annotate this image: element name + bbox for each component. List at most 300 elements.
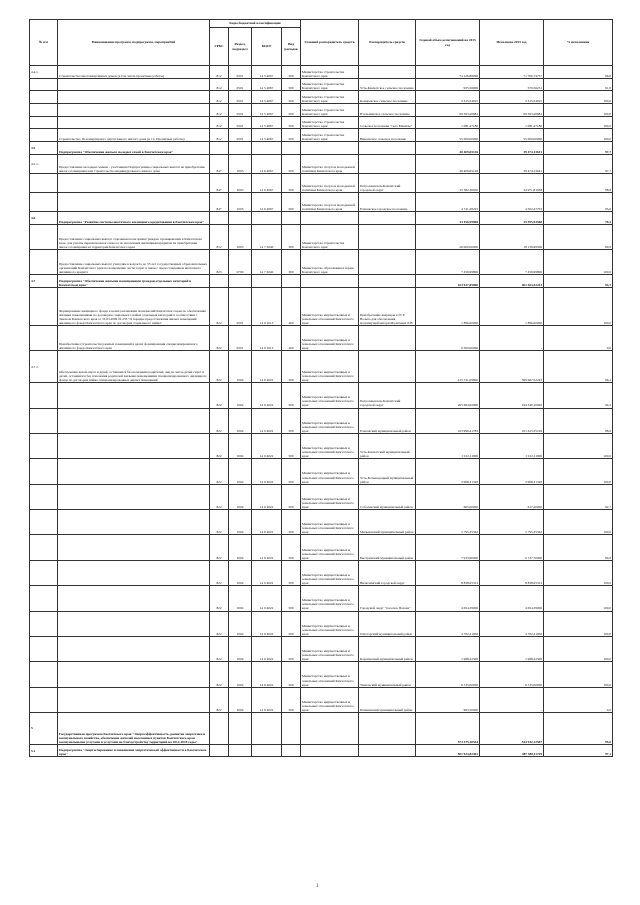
cell-pct: 100,0 (544, 459, 613, 484)
cell-vr: 500 (282, 484, 301, 509)
cell-kcsr (252, 275, 282, 288)
cell-kcsr: 14 9 4022 (252, 687, 282, 712)
cell-adm: Усть-Камчатский муниципальный район (359, 433, 416, 458)
cell-name (58, 433, 210, 458)
cell-no (30, 636, 58, 661)
table-row (30, 662, 613, 687)
cell-grbs: 847 (210, 192, 229, 211)
cell-grbs: 812 (210, 66, 229, 79)
cell-pct: 100,0 (544, 104, 613, 117)
cell-vr: 500 (282, 560, 301, 585)
cell-kcsr: 14 9 4022 (252, 484, 282, 509)
cell-plan: 33 456,99806 (416, 211, 480, 224)
table-row (30, 560, 613, 585)
cell-kcsr: 14 9 4022 (252, 408, 282, 433)
table-row (30, 687, 613, 712)
cell-kcsr (252, 744, 282, 757)
cell-kcsr: 14 9 4022 (252, 611, 282, 636)
cell-kcsr: 14 5 4067 (252, 129, 282, 142)
cell-pct: 100,0 (544, 611, 613, 636)
header-pct: % исполнения (544, 20, 613, 66)
cell-no (30, 224, 58, 249)
cell-plan: 55 000,00000 (416, 129, 480, 142)
cell-no (30, 586, 58, 611)
cell-kcsr: 14 5 4067 (252, 78, 282, 91)
table-row (30, 535, 613, 560)
header-admin: Распорядитель средств (359, 20, 416, 66)
cell-exec: 6 727,70000 (480, 535, 544, 560)
cell-kcsr: 14 9 4022 (252, 510, 282, 535)
cell-no (30, 383, 58, 408)
cell-rz: 1004 (229, 560, 252, 585)
cell-adm: Ительменское сельское поселение (359, 104, 416, 117)
cell-plan: 2 908,31328 (416, 459, 480, 484)
cell-no: 4.5 (30, 142, 58, 155)
cell-pct: 0,0 (544, 687, 613, 712)
cell-grbs: 822 (210, 560, 229, 585)
cell-name: Строительство многоквартирных домов (в том числе проектные работы) (58, 66, 210, 79)
cell-grbs: 822 (210, 408, 229, 433)
cell-main: Министерство спорта и молодежной политики Камчатского края (301, 173, 359, 192)
cell-rz: 1004 (229, 433, 252, 458)
cell-kcsr: 14 9 4022 (252, 636, 282, 661)
cell-plan: 665,00000 (416, 484, 480, 509)
cell-pct: 94,5 (544, 383, 613, 408)
cell-plan: 935,56000 (416, 78, 480, 91)
header-grbs: ГРБС (210, 28, 229, 66)
cell-pct: 100,0 (544, 636, 613, 661)
cell-name (58, 484, 210, 509)
cell-main: Министерство имущественных и земельных отношений Камчатского края (301, 288, 359, 326)
cell-kcsr: 14 9 4022 (252, 535, 282, 560)
cell-main: Министерство имущественных и земельных отношений Камчатского края (301, 662, 359, 687)
cell-pct: 76,5 (544, 211, 613, 224)
table-row (30, 275, 613, 288)
cell-no: 5.1 (30, 744, 58, 757)
cell-exec: - (480, 326, 544, 351)
cell-main: Министерство имущественных и земельных отношений Камчатского края (301, 586, 359, 611)
cell-exec: 4 702,21950 (480, 611, 544, 636)
cell-name: Предоставление социальных выплат отдельным категориям граждан, проживающих в Камчатском крае, для уплаты первоначального взноса по ипотечным жилищным кредитам на приобретение жилого помещения на территории Камчатского края (58, 224, 210, 249)
cell-pct: 97,7 (544, 154, 613, 173)
cell-no (30, 408, 58, 433)
cell-main: Министерство имущественных и земельных отношений Камчатского края (301, 351, 359, 383)
cell-grbs: 822 (210, 662, 229, 687)
cell-exec: 4 502,27703 (480, 192, 544, 211)
cell-pct: 96,8 (544, 66, 613, 79)
header-no: № п/п (30, 20, 58, 66)
cell-adm: Козыревское сельское поселение (359, 91, 416, 104)
cell-vr (282, 713, 301, 745)
cell-vr: 300 (282, 224, 301, 249)
cell-kcsr: 14 9 4022 (252, 459, 282, 484)
cell-rz: 1004 (229, 408, 252, 433)
cell-adm (359, 154, 416, 173)
cell-main: Министерство строительства Камчатского края (301, 224, 359, 249)
table-row (30, 433, 613, 458)
cell-adm (359, 142, 416, 155)
cell-exec: 570,56251 (480, 78, 544, 91)
cell-pct: 100,0 (544, 560, 613, 585)
cell-pct: 100,0 (544, 288, 613, 326)
cell-plan: 26 000,00000 (416, 224, 480, 249)
header-exec: Исполнено 2015 год (480, 20, 544, 66)
cell-main: Министерство имущественных и земельных отношений Камчатского края (301, 636, 359, 661)
cell-pct: 100,0 (544, 510, 613, 535)
cell-pct: 100,0 (544, 433, 613, 458)
cell-no (30, 326, 58, 351)
cell-rz: 1003 (229, 224, 252, 249)
cell-name (58, 91, 210, 104)
cell-exec: 617,20000 (480, 484, 544, 509)
cell-vr: 500 (282, 173, 301, 192)
cell-rz (229, 744, 252, 757)
budget-table (29, 19, 613, 757)
cell-main (301, 713, 359, 745)
cell-no (30, 116, 58, 129)
cell-kcsr (252, 211, 282, 224)
cell-adm: Быстринский муниципальный район (359, 535, 416, 560)
cell-plan: 1 896,00000 (416, 288, 480, 326)
cell-rz: 1003 (229, 173, 252, 192)
cell-vr: 500 (282, 510, 301, 535)
cell-name (58, 586, 210, 611)
cell-vr: 300 (282, 249, 301, 274)
cell-rz: 1004 (229, 351, 252, 383)
cell-main: Министерство спорта и молодежной политики Камчатского края (301, 192, 359, 211)
cell-adm: Елизовское городское поселение (359, 192, 416, 211)
cell-plan: 2 795,35562 (416, 510, 480, 535)
cell-grbs: 847 (210, 173, 229, 192)
cell-grbs: 822 (210, 636, 229, 661)
cell-kcsr: 14 5 4067 (252, 116, 282, 129)
cell-plan: 415 531,09800 (416, 351, 480, 383)
cell-adm: Сельское поселение "село Манилы" (359, 116, 416, 129)
cell-main: Министерство имущественных и земельных отношений Камчатского края (301, 459, 359, 484)
cell-vr: 500 (282, 433, 301, 458)
cell-no (30, 192, 58, 211)
cell-pct: 61,0 (544, 78, 613, 91)
cell-name (58, 636, 210, 661)
cell-exec: 1 896,00000 (480, 288, 544, 326)
cell-plan: 423 927,09800 (416, 275, 480, 288)
cell-name (58, 173, 210, 192)
cell-no: 4.7.1. (30, 351, 58, 383)
cell-name (58, 104, 210, 117)
cell-no (30, 459, 58, 484)
cell-pct: 0,0 (544, 326, 613, 351)
cell-main: Министерство имущественных и земельных отношений Камчатского края (301, 408, 359, 433)
cell-grbs: 822 (210, 288, 229, 326)
cell-kcsr: 14 9 4022 (252, 433, 282, 458)
cell-adm (359, 249, 416, 274)
cell-plan: 6 500,00000 (416, 326, 480, 351)
table-row (30, 586, 613, 611)
table-row (30, 383, 613, 408)
cell-adm: Мильковский муниципальный район (359, 510, 416, 535)
cell-plan: 4 741,28225 (416, 192, 480, 211)
cell-rz: 0501 (229, 116, 252, 129)
cell-grbs: 822 (210, 535, 229, 560)
cell-name: Подпрограмма "Обеспечение жильем молодых семей в Камчатском крае" (58, 142, 210, 155)
cell-kcsr: 14 9 1013 (252, 326, 282, 351)
cell-plan: 501 924,82461 (416, 744, 480, 757)
cell-no: 5 (30, 713, 58, 745)
cell-name (58, 116, 210, 129)
cell-vr: 500 (282, 104, 301, 117)
cell-adm (359, 713, 416, 745)
cell-name (58, 687, 210, 712)
cell-exec: 7 456,99806 (480, 249, 544, 274)
cell-no (30, 249, 58, 274)
cell-name (58, 560, 210, 585)
cell-exec: 39 474,13641 (480, 142, 544, 155)
cell-kcsr: 14 7 2040 (252, 224, 282, 249)
table-row (30, 351, 613, 383)
cell-adm: Приобретение квартиры в ГСУ Вольпа для обеспечения малоимущей матери Малаткина Л.В. (359, 288, 416, 326)
table-row (30, 744, 613, 757)
cell-rz: 0501 (229, 129, 252, 142)
cell-exec: 25 595,94568 (480, 211, 544, 224)
cell-main (301, 142, 359, 155)
cell-no (30, 662, 58, 687)
cell-plan: 573 575,10544 (416, 713, 480, 745)
table-row (30, 78, 613, 91)
cell-vr (282, 744, 301, 757)
cell-pct: 92,7 (544, 484, 613, 509)
cell-plan: 69 593,20681 (416, 104, 480, 117)
cell-no (30, 433, 58, 458)
cell-exec: 55 000,00000 (480, 129, 544, 142)
cell-adm (359, 326, 416, 351)
cell-plan: 4 702,21950 (416, 611, 480, 636)
cell-rz (229, 211, 252, 224)
cell-name: Подпрограмма "Обеспечение жилыми помещениями граждан отдельных категорий в Камчатском крае" (58, 275, 210, 288)
cell-exec: 39 474,13641 (480, 154, 544, 173)
cell-pct: 98,8 (544, 173, 613, 192)
cell-main: Министерство имущественных и земельных отношений Камчатского края (301, 687, 359, 712)
cell-adm: Вилючинский городской округ (359, 560, 416, 585)
cell-pct: 96,2 (544, 351, 613, 383)
cell-vr: 500 (282, 662, 301, 687)
cell-grbs (210, 142, 229, 155)
cell-grbs: 822 (210, 611, 229, 636)
cell-adm: Карагинский муниципальный район (359, 636, 416, 661)
cell-no (30, 288, 58, 326)
cell-no (30, 129, 58, 142)
cell-adm (359, 224, 416, 249)
cell-main: Министерство спорта и молодежной политики Камчатского края (301, 154, 359, 173)
cell-pct: 97,7 (544, 142, 613, 155)
page-number: 1 (316, 884, 319, 889)
table-row (30, 154, 613, 173)
cell-grbs (210, 744, 229, 757)
cell-exec: 2 315,54025 (480, 91, 544, 104)
cell-grbs: 812 (210, 116, 229, 129)
table-row (30, 249, 613, 274)
cell-main: Министерство строительства Камчатского края (301, 78, 359, 91)
cell-vr: 400 (282, 326, 301, 351)
header-name: Наименование программ, подпрограмм, мероприятий (58, 20, 210, 66)
cell-vr (282, 211, 301, 224)
cell-kcsr (252, 713, 282, 745)
cell-main: Министерство строительства Камчатского края (301, 104, 359, 117)
header-codes: Коды бюджетной классификации (210, 20, 301, 28)
cell-plan: 163 999,41783 (416, 408, 480, 433)
table-row (30, 91, 613, 104)
cell-vr: 500 (282, 116, 301, 129)
cell-exec: 69 593,20681 (480, 104, 544, 117)
cell-rz: 1004 (229, 586, 252, 611)
cell-exec: 2 908,31328 (480, 459, 544, 484)
cell-kcsr: 14 7 2040 (252, 249, 282, 274)
cell-vr: 500 (282, 459, 301, 484)
cell-no: 4.4.1. (30, 66, 58, 79)
table-row (30, 408, 613, 433)
cell-adm: Петропавловск-Камчатский городской округ (359, 173, 416, 192)
cell-name: Подпрограмма "Развитие системы ипотечного жилищного кредитования в Камчатском крае" (58, 211, 210, 224)
cell-rz: 0501 (229, 288, 252, 326)
cell-main (301, 211, 359, 224)
header-vr: Вид расходов (282, 28, 301, 66)
cell-pct: 69,8 (544, 224, 613, 249)
cell-pct: 97,1 (544, 744, 613, 757)
cell-adm: Соболевский муниципальный район (359, 484, 416, 509)
cell-main: Министерство имущественных и земельных отношений Камчатского края (301, 484, 359, 509)
cell-kcsr: 14 5 4067 (252, 104, 282, 117)
cell-rz: 0501 (229, 104, 252, 117)
cell-vr: 500 (282, 78, 301, 91)
cell-grbs: 823 (210, 249, 229, 274)
cell-name: Формирование жилищного фонда в целях реализации полномочий Камчатского края по обеспечению жилыми помещениями по договорам социального найма отдельных категорий в соответствии с Законом Камчатского края от 31.03.2009 № 253 "О порядке предоставления жилых помещений жилищного фонда Камчатского края по договорам социального найма" (58, 288, 210, 326)
cell-rz: 0709 (229, 249, 252, 274)
cell-vr: 500 (282, 687, 301, 712)
cell-vr: 500 (282, 408, 301, 433)
cell-kcsr: 14 9 4022 (252, 662, 282, 687)
cell-pct: 95,0 (544, 713, 613, 745)
cell-rz: 1004 (229, 484, 252, 509)
cell-plan: 1 012,11900 (416, 433, 480, 458)
cell-name (58, 611, 210, 636)
cell-vr: 500 (282, 129, 301, 142)
cell-rz: 1004 (229, 459, 252, 484)
cell-vr: 500 (282, 636, 301, 661)
cell-kcsr: 14 6 4067 (252, 154, 282, 173)
cell-name (58, 383, 210, 408)
cell-plan: 74 126,88096 (416, 66, 480, 79)
cell-kcsr: 14 5 4067 (252, 66, 282, 79)
cell-rz: 1003 (229, 192, 252, 211)
cell-main: Министерство имущественных и земельных отношений Камчатского края (301, 510, 359, 535)
cell-rz: 0501 (229, 78, 252, 91)
cell-plan: 4 654,39000 (416, 586, 480, 611)
cell-rz: 1004 (229, 383, 252, 408)
cell-exec: 1 081,47180 (480, 116, 544, 129)
cell-kcsr (252, 142, 282, 155)
cell-grbs: 847 (210, 154, 229, 173)
cell-grbs: 812 (210, 91, 229, 104)
cell-vr: 500 (282, 192, 301, 211)
cell-no (30, 78, 58, 91)
cell-vr: 400 (282, 288, 301, 326)
cell-exec: 1 012,11900 (480, 433, 544, 458)
cell-main: Министерство образования и науки Камчатского края (301, 249, 359, 274)
cell-vr: 500 (282, 611, 301, 636)
cell-rz: 0501 (229, 91, 252, 104)
cell-rz: 1004 (229, 510, 252, 535)
cell-plan: 2 315,54025 (416, 91, 480, 104)
cell-name (58, 510, 210, 535)
cell-name: Предоставление социальных выплат учителям в возрасте до 35 лет государственных образовательных организаций Камчатского края на возмещение части затрат в связи с предоставлением ипотечного жилищного кредита (58, 249, 210, 274)
cell-exec: 8 838,95313 (480, 560, 544, 585)
cell-name: Государственная программа Камчатского края "Энергоэффективность, развитие энергетики и коммунального хозяйства, обеспечение жителей населенных пунктов Камчатского края коммунальными услугами и услугами по благоустройству территорий на 2014-2018 годы" (58, 713, 210, 745)
table-row (30, 224, 613, 249)
cell-exec: 71 760,74757 (480, 66, 544, 79)
cell-pct: 100,0 (544, 662, 613, 687)
cell-name: Подпрограмма "Энергосбережение и повышение энергетической эффективности в Камчатском крае" (58, 744, 210, 757)
table-row (30, 66, 613, 79)
cell-main: Министерство имущественных и земельных отношений Камчатского края (301, 326, 359, 351)
cell-grbs: 812 (210, 129, 229, 142)
cell-grbs: 822 (210, 484, 229, 509)
cell-vr (282, 275, 301, 288)
cell-main: Министерство строительства Камчатского края (301, 129, 359, 142)
cell-no (30, 104, 58, 117)
cell-grbs: 812 (210, 224, 229, 249)
table-row (30, 173, 613, 192)
table-row (30, 510, 613, 535)
cell-no (30, 91, 58, 104)
table-body (30, 66, 613, 757)
cell-name (58, 459, 210, 484)
cell-exec: 34 971,81938 (480, 173, 544, 192)
cell-plan: 6 535,00000 (416, 662, 480, 687)
cell-exec: 4 654,39000 (480, 586, 544, 611)
cell-rz: 1004 (229, 662, 252, 687)
cell-kcsr: 14 9 1013 (252, 288, 282, 326)
cell-name (58, 192, 210, 211)
table-row (30, 326, 613, 351)
cell-exec: 544 932,12587 (480, 713, 544, 745)
cell-main: Министерство строительства Камчатского края (301, 116, 359, 129)
cell-name (58, 408, 210, 433)
cell-plan: 1 081,47180 (416, 116, 480, 129)
cell-kcsr: 14 9 4022 (252, 351, 282, 383)
cell-pct: 100,0 (544, 586, 613, 611)
cell-grbs: 822 (210, 459, 229, 484)
cell-no (30, 173, 58, 192)
cell-name (58, 78, 210, 91)
cell-rz (229, 275, 252, 288)
cell-exec: 399 667,52243 (480, 351, 544, 383)
cell-kcsr: 14 6 4067 (252, 192, 282, 211)
cell-adm (359, 66, 416, 79)
cell-rz (229, 713, 252, 745)
cell-grbs: 822 (210, 383, 229, 408)
header-plan: Годовой объем ассигнований на 2015 год (416, 20, 480, 66)
cell-plan: 993,50000 (416, 687, 480, 712)
cell-exec: 6 535,00000 (480, 662, 544, 687)
cell-pct: 94,7 (544, 275, 613, 288)
cell-pct: 95,0 (544, 192, 613, 211)
cell-rz: 0501 (229, 326, 252, 351)
header-main-admin: Главный распорядитель средств (301, 20, 359, 66)
cell-no: 4.7 (30, 275, 58, 288)
cell-kcsr: 14 6 4067 (252, 173, 282, 192)
cell-adm: Пенжинский муниципальный район (359, 687, 416, 712)
cell-main: Министерство имущественных и земельных отношений Камчатского края (301, 383, 359, 408)
table-row (30, 116, 613, 129)
